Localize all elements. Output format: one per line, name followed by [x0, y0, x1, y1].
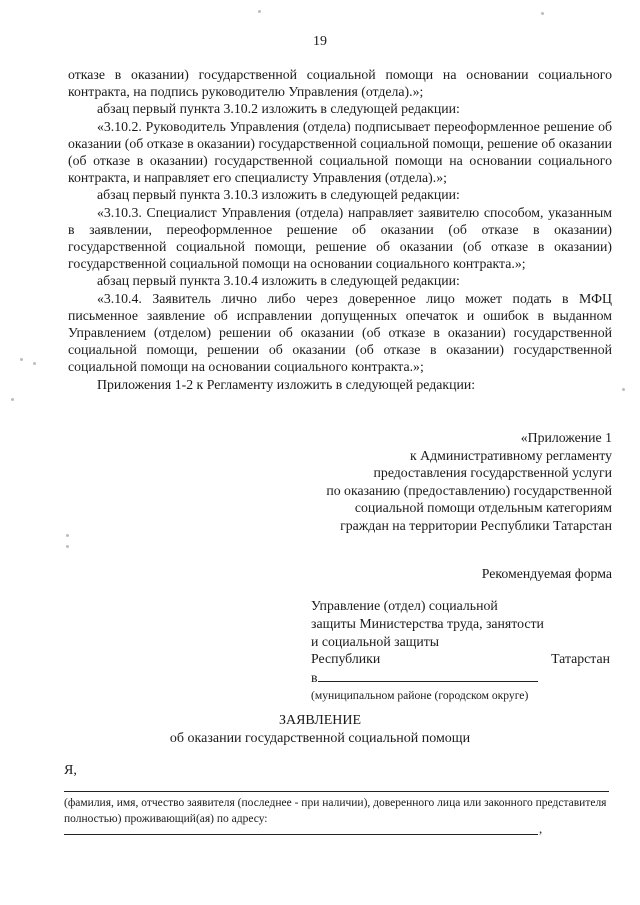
scan-speck	[258, 10, 261, 13]
scan-speck	[66, 545, 69, 548]
statement-title: ЗАЯВЛЕНИЕ	[278, 713, 362, 728]
applicant-prefix: Я,	[64, 763, 77, 778]
appendix-line: к Административному регламенту	[409, 447, 612, 463]
addressee-line: защиты Министерства труда, занятости	[311, 615, 544, 631]
fio-input-line[interactable]	[64, 791, 609, 792]
addressee-line	[311, 650, 610, 668]
addressee-line: Управление (отдел) социальной	[311, 598, 498, 613]
appendix-header	[326, 429, 612, 535]
paragraph: Приложения 1-2 к Регламенту изложить в следующей редакции:	[97, 376, 476, 392]
municipality-field[interactable]	[311, 668, 610, 687]
paragraph: абзац первый пункта 3.10.4 изложить в следующей редакции:	[97, 273, 460, 289]
paragraph: абзац первый пункта 3.10.3 изложить в следующей редакции:	[97, 187, 460, 203]
paragraph: «3.10.4. Заявитель лично либо через доверенное лицо может подать в МФЦ письменное заявление об исправлении допущенных опечаток и ошибок в выданном Управлением (отделом) решении об оказании (об отказе в оказании) государственной социальной помощи, решении об оказании (об отказе в оказании) государственной социальной помощи на основании социального контракта.»;	[68, 290, 612, 375]
paragraph: абзац первый пункта 3.10.2 изложить в следующей редакции:	[97, 101, 460, 117]
paragraph: «3.10.3. Специалист Управления (отдела) направляет заявителю способом, указанным в заявлении, переоформленное решение об оказании (об отказе в оказании) государственной социальной помощи, решение об оказании (об отказе в оказании) государственной социальной помощи на основании социального контракта.»;	[68, 204, 612, 272]
amendment-text	[68, 66, 612, 393]
scan-speck	[541, 12, 544, 15]
appendix-line: по оказанию (предоставлению) государственной	[326, 482, 612, 498]
addressee-tatarstan: Татарстан	[551, 651, 610, 667]
scan-speck	[20, 358, 23, 361]
municipality-hint: (муниципальном районе (городском округе)	[311, 688, 529, 702]
addressee-republic: Республики	[311, 651, 381, 667]
statement-subtitle: об оказании государственной социальной помощи	[169, 731, 471, 746]
page-number: 19	[313, 34, 327, 49]
trailing-comma: ,	[539, 821, 543, 836]
paragraph: отказе в оказании) государственной социальной помощи на основании социального контракта, на подпись руководителю Управления (отдела).»;	[68, 67, 612, 100]
municipality-input-line[interactable]	[318, 668, 538, 682]
appendix-line: «Приложение 1	[520, 430, 612, 445]
in-prefix: в	[311, 670, 318, 686]
address-input-line[interactable]	[64, 834, 538, 835]
appendix-line: социальной помощи отдельным категориям	[354, 500, 612, 516]
scan-speck	[66, 534, 69, 537]
scan-speck	[11, 398, 14, 401]
scan-speck	[622, 388, 625, 391]
fio-hint: (фамилия, имя, отчество заявителя (последнее - при наличии), доверенного лица или законного представителя полностью) проживающий(ая) по адресу:	[64, 797, 607, 825]
appendix-line: граждан на территории Республики Татарстан	[340, 517, 612, 533]
scan-speck	[33, 362, 36, 365]
recommended-form-label: Рекомендуемая форма	[481, 566, 612, 581]
paragraph: «3.10.2. Руководитель Управления (отдела) подписывает переоформленное решение об оказании (об отказе в оказании) государственной социальной помощи, решение об оказании (об отказе в оказании) государственной социальной помощи на основании социального контракта, и направляет его специалисту Управления (отдела).»;	[68, 118, 612, 186]
addressee-block	[311, 597, 610, 705]
appendix-line: предоставления государственной услуги	[373, 465, 612, 481]
addressee-line: и социальной защиты	[311, 633, 440, 649]
